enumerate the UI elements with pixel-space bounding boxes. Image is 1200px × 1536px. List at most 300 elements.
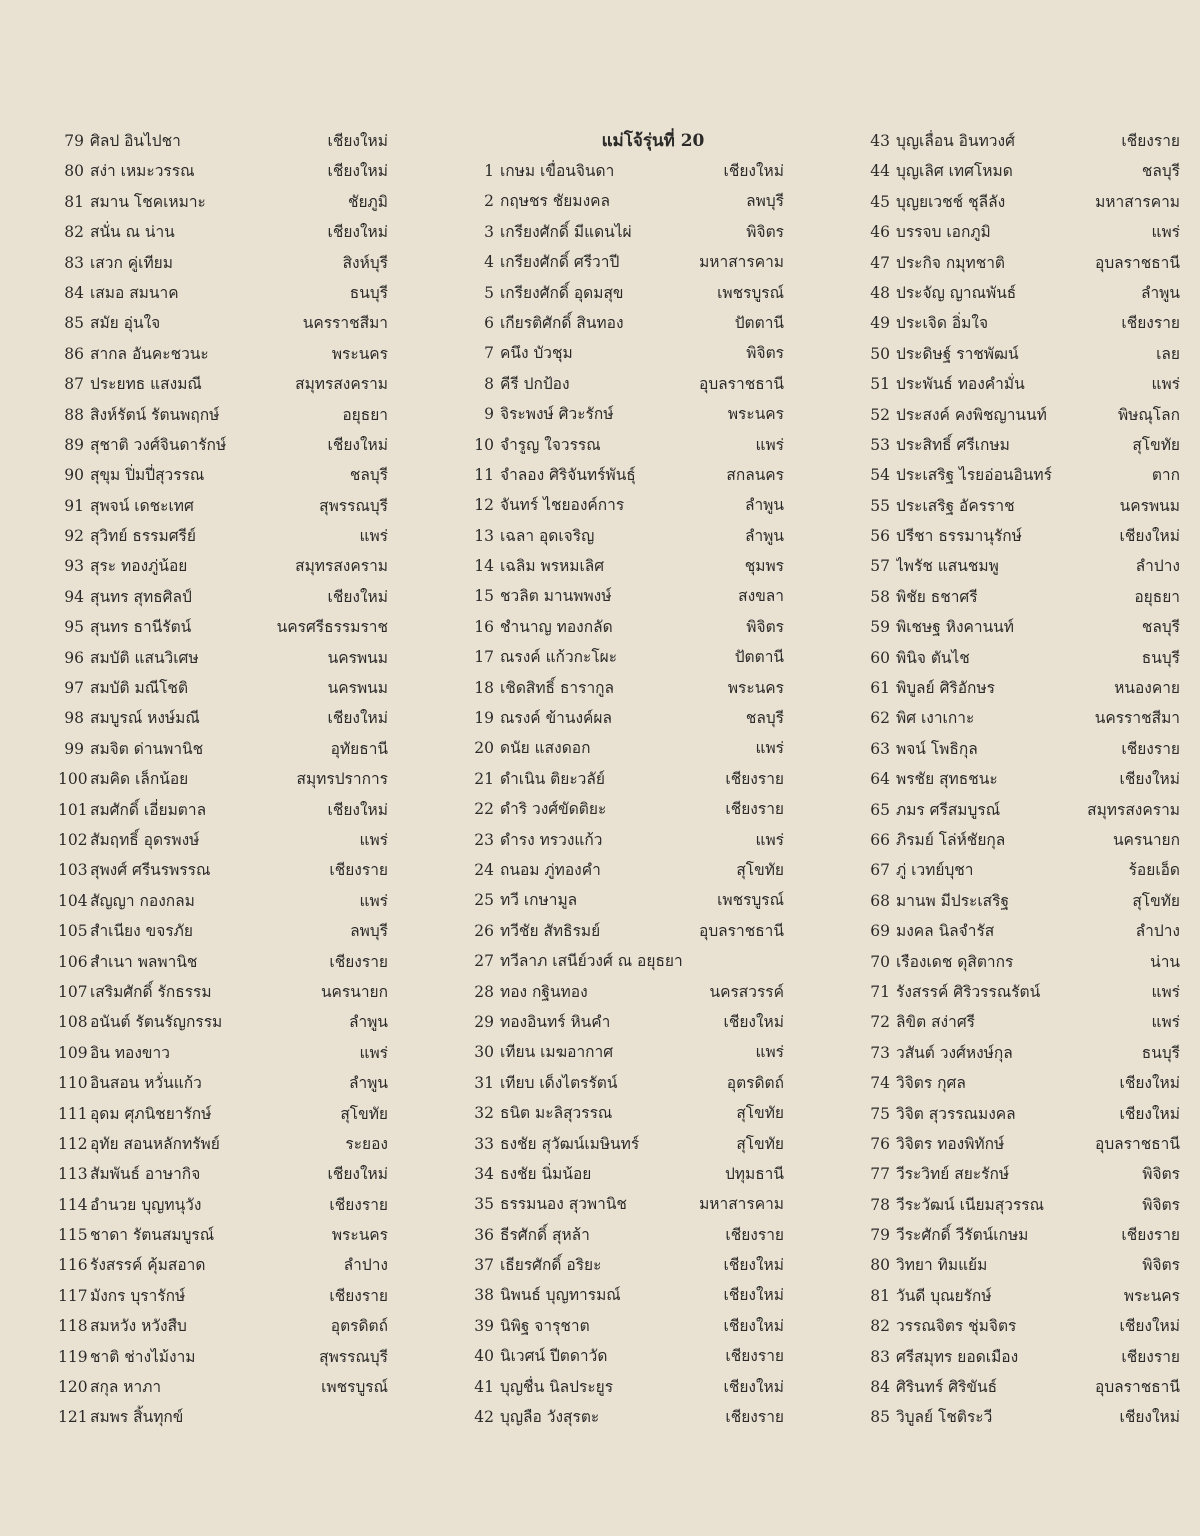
list-item [858, 551, 1180, 581]
entry-number: 19 [474, 709, 494, 728]
entry-province: เชียงราย [725, 1347, 784, 1366]
entry-number: 97 [64, 679, 84, 698]
list-item [462, 521, 784, 551]
list-item [58, 612, 388, 642]
list-item [462, 460, 784, 490]
entry-name: ประยทธ แสงมณี [90, 375, 202, 394]
entry-number: 32 [474, 1104, 494, 1123]
list-item [58, 1220, 388, 1250]
list-item [462, 1341, 784, 1371]
entry-number: 26 [474, 921, 494, 940]
entry-province: ชลบุรี [745, 709, 784, 728]
entry-province: ลำปาง [1135, 922, 1180, 941]
entry-number: 6 [484, 313, 494, 332]
list-item [462, 764, 784, 794]
entry-name: มานพ มีประเสริฐ [896, 891, 1010, 910]
entry-province: เชียงใหม่ [723, 1377, 784, 1396]
entry-name: ดนัย แสงดอก [500, 739, 591, 758]
list-item [462, 278, 784, 308]
entry-province: สมุทรสงคราม [1087, 800, 1180, 819]
entry-province: อุบลราชธานี [1095, 1134, 1180, 1153]
entry-number: 44 [870, 162, 890, 181]
entry-province: สุโขทัย [736, 1104, 784, 1123]
entry-name: ศรีสมุทร ยอดเมือง [896, 1347, 1019, 1366]
entry-name: วสันต์ วงศ์หงษ์กุล [896, 1043, 1013, 1062]
entry-number: 90 [64, 466, 84, 485]
entry-number: 83 [64, 253, 84, 272]
list-item [858, 400, 1180, 430]
entry-number: 80 [64, 162, 84, 181]
entry-province: สกลนคร [726, 465, 784, 484]
list-item [858, 187, 1180, 217]
entry-number: 59 [870, 618, 890, 637]
entry-name: ประพันธ์ ทองคำมั่น [896, 375, 1025, 394]
entry-name: ทวีลาภ เสนีย์วงศ์ ณ อยุธยา [500, 952, 683, 971]
list-item [58, 430, 388, 460]
list-item [858, 1190, 1180, 1220]
list-item [462, 946, 784, 976]
entry-name: นิพนธ์ บุญทารมณ์ [500, 1286, 621, 1305]
entry-province: อุบลราชธานี [1095, 1378, 1180, 1397]
entry-name: ประเสริฐ อัครราช [896, 496, 1015, 515]
entry-name: ศิรินทร์ ศิริขันธ์ [896, 1378, 998, 1397]
entry-name: ดำริ วงศ์ขัดติยะ [500, 800, 607, 819]
list-item [58, 886, 388, 916]
entry-province: เชียงราย [1121, 1226, 1180, 1245]
entry-name: วิจิตร กุศล [896, 1074, 966, 1093]
entry-province: หนองคาย [1114, 679, 1180, 698]
entry-number: 104 [58, 891, 88, 910]
entry-province: อุบลราชธานี [1095, 253, 1180, 272]
list-item [58, 308, 388, 338]
entry-province: เชียงใหม่ [327, 435, 388, 454]
list-item [462, 156, 784, 186]
entry-name: เกรียงศักดิ์ ศรีวาปี [500, 253, 620, 272]
entry-province: แพร่ [755, 739, 784, 758]
list-item [858, 825, 1180, 855]
entry-name: ไพรัช แสนชมพู [896, 557, 999, 576]
entry-name: ชวลิต มานพพงษ์ [500, 587, 612, 606]
entry-name: คีรี ปกป้อง [500, 374, 570, 393]
entry-number: 11 [474, 465, 494, 484]
entry-name: เกรียงศักดิ์ มีแดนไผ่ [500, 222, 632, 241]
entry-name: สกุล หาภา [90, 1378, 162, 1397]
entry-number: 63 [870, 739, 890, 758]
entry-number: 29 [474, 1012, 494, 1031]
list-item [462, 551, 784, 581]
entry-name: เธียรศักดิ์ อริยะ [500, 1256, 602, 1275]
list-item [462, 1220, 784, 1250]
entry-number: 34 [474, 1164, 494, 1183]
list-item [58, 400, 388, 430]
entry-province: ลพบุรี [746, 192, 784, 211]
list-item [58, 916, 388, 946]
list-item [462, 733, 784, 763]
entry-number: 51 [870, 375, 890, 394]
entry-name: ทวี เกษามูล [500, 891, 578, 910]
entry-province: ลำปาง [343, 1256, 388, 1275]
entry-number: 69 [870, 922, 890, 941]
entry-province: แพร่ [1151, 375, 1180, 394]
entry-province: ตาก [1151, 466, 1180, 485]
list-item [858, 1038, 1180, 1068]
entry-number: 72 [870, 1013, 890, 1032]
entry-number: 42 [474, 1408, 494, 1427]
list-item [462, 1037, 784, 1067]
entry-name: ประสิทธิ์ ศรีเกษม [896, 435, 1010, 454]
entry-province: พิจิตร [1142, 1195, 1180, 1214]
entry-number: 22 [474, 800, 494, 819]
entry-number: 120 [58, 1378, 88, 1397]
entry-name: เรืองเดช ดุสิตากร [896, 952, 1014, 971]
list-item [858, 278, 1180, 308]
list-item [462, 612, 784, 642]
entry-name: รังสรรค์ ศิริวรรณรัตน์ [896, 982, 1041, 1001]
entry-name: อุทัย สอนหลักทรัพย์ [90, 1134, 220, 1153]
list-item [58, 187, 388, 217]
entry-number: 108 [58, 1013, 88, 1032]
entry-name: ณรงค์ ข้านงค์ผล [500, 709, 612, 728]
entry-name: เกรียงศักดิ์ อุดมสุข [500, 283, 624, 302]
entry-name: มงคล นิลจำรัส [896, 922, 995, 941]
entry-name: วีระศักดิ์ วีรัตน์เกษม [896, 1226, 1029, 1245]
entry-province: นครสวรรค์ [709, 982, 784, 1001]
entry-number: 53 [870, 435, 890, 454]
entry-number: 86 [64, 344, 84, 363]
list-item [58, 825, 388, 855]
entry-province: เชียงใหม่ [327, 709, 388, 728]
entry-province: มหาสารคาม [1095, 192, 1180, 211]
entry-number: 8 [484, 374, 494, 393]
entry-number: 81 [64, 192, 84, 211]
entry-province: ธนบุรี [349, 283, 388, 302]
list-item [462, 1098, 784, 1128]
entry-number: 110 [58, 1074, 88, 1093]
entry-name: บุญเลิศ เทศโหมด [896, 162, 1013, 181]
list-item [858, 947, 1180, 977]
entry-name: เกษม เขื่อนจินดา [500, 162, 615, 180]
entry-name: วีระวัฒน์ เนียมสุวรรณ [896, 1195, 1044, 1214]
list-item [58, 126, 388, 156]
entry-province: สมุทรสงคราม [295, 375, 388, 394]
entry-number: 75 [870, 1104, 890, 1123]
entry-name: สุพงศ์ ศรีนรพรรณ [90, 861, 211, 880]
entry-number: 28 [474, 982, 494, 1001]
entry-number: 103 [58, 861, 88, 880]
entry-province: เชียงใหม่ [327, 223, 388, 242]
entry-name: พจน์ โพธิกุล [896, 739, 978, 758]
entry-province: สิงห์บุรี [342, 253, 388, 272]
entry-number: 84 [64, 283, 84, 302]
entry-province: พิจิตร [746, 617, 784, 636]
list-item [858, 643, 1180, 673]
list-item [462, 825, 784, 855]
entry-name: รังสรรค์ คุ้มสอาด [90, 1256, 206, 1275]
entry-name: บุญเลื่อน อินทวงศ์ [896, 132, 1015, 150]
entry-number: 95 [64, 618, 84, 637]
entry-number: 62 [870, 709, 890, 728]
entry-name: ภมร ศรีสมบูรณ์ [896, 800, 1001, 819]
entry-province: เพชรบูรณ์ [717, 283, 784, 302]
entry-name: ภู่ เวทย์บุชา [896, 861, 974, 880]
entry-province: ชลบุรี [1141, 162, 1180, 181]
entry-name: จำลอง ศิริจันทร์พันธุ์ [500, 465, 636, 484]
list-item [58, 795, 388, 825]
entry-name: อำนวย บุญทนุวัง [90, 1195, 202, 1214]
entry-number: 56 [870, 527, 890, 546]
entry-province: ปัตตานี [734, 313, 784, 332]
entry-number: 5 [484, 283, 494, 302]
entry-number: 113 [58, 1165, 88, 1184]
entry-province: สุโขทัย [736, 1134, 784, 1153]
entry-name: พรชัย สุทธชนะ [896, 770, 998, 789]
entry-name: วิจิตร ทองพิทักษ์ [896, 1134, 1005, 1153]
entry-province: เชียงใหม่ [1119, 1408, 1180, 1427]
entry-number: 57 [870, 557, 890, 576]
list-item [858, 430, 1180, 460]
entry-number: 74 [870, 1074, 890, 1093]
entry-province: เชียงใหม่ [1119, 527, 1180, 546]
entry-province: พิจิตร [746, 344, 784, 363]
entry-province: อุบลราชธานี [699, 374, 784, 393]
entry-name: บุญชื่น นิลประยูร [500, 1377, 614, 1396]
list-item [58, 491, 388, 521]
list-item [858, 339, 1180, 369]
entry-province: เชียงราย [329, 861, 388, 880]
list-item [858, 248, 1180, 278]
list-item [462, 916, 784, 946]
entry-name: เฉลิม พรหมเลิศ [500, 557, 605, 576]
entry-province: เชียงใหม่ [1119, 1317, 1180, 1336]
list-item [858, 886, 1180, 916]
entry-number: 60 [870, 648, 890, 667]
list-item [858, 126, 1180, 156]
entry-name: บุญลือ วังสุรตะ [500, 1408, 600, 1427]
entry-number: 85 [870, 1408, 890, 1427]
list-item [58, 1068, 388, 1098]
entry-province: พิษณุโลก [1117, 405, 1180, 424]
entry-number: 7 [484, 344, 494, 363]
list-item [462, 703, 784, 733]
entry-province: อุตรดิตถ์ [330, 1317, 388, 1336]
entry-number: 68 [870, 891, 890, 910]
entry-name: คนึง บัวชุม [500, 344, 573, 363]
entry-number: 30 [474, 1043, 494, 1062]
entry-province: พิจิตร [746, 222, 784, 241]
entry-name: ทองอินทร์ หินคำ [500, 1012, 611, 1031]
entry-province: ลำพูน [744, 526, 784, 545]
entry-number: 4 [484, 253, 494, 272]
entry-name: สมาน โชคเหมาะ [90, 192, 206, 211]
entry-province: นครพนม [327, 679, 388, 698]
list-item [858, 1220, 1180, 1250]
entry-name: สนั่น ณ น่าน [90, 223, 175, 242]
entry-name: เสวก คู่เทียม [90, 253, 173, 272]
entry-number: 77 [870, 1165, 890, 1184]
entry-name: จันทร์ ไชยองค์การ [500, 496, 625, 515]
entry-name: มังกร บุรารักษ์ [90, 1286, 186, 1305]
list-item [58, 460, 388, 490]
entry-name: จิระพงษ์ ศิวะรักษ์ [500, 405, 614, 424]
entry-number: 40 [474, 1347, 494, 1366]
entry-province: สุพรรณบุรี [319, 496, 388, 515]
entry-name: ประเสริฐ ไรยอ่อนอินทร์ [896, 466, 1052, 485]
entry-name: สมบัติ แสนวิเศษ [90, 648, 199, 667]
list-item [858, 795, 1180, 825]
list-item [462, 1250, 784, 1280]
entry-number: 92 [64, 527, 84, 546]
entry-number: 98 [64, 709, 84, 728]
list-item [858, 308, 1180, 338]
list-item [58, 1099, 388, 1129]
list-item [58, 369, 388, 399]
entry-number: 37 [474, 1256, 494, 1275]
entry-number: 35 [474, 1195, 494, 1214]
entry-name: วิทยา ทิมแย้ม [896, 1256, 988, 1275]
entry-name: สำเนา พลพานิช [90, 952, 198, 971]
entry-number: 17 [474, 648, 494, 667]
column-right [858, 126, 1180, 1433]
entry-province: ปัตตานี [734, 648, 784, 667]
list-item [858, 1099, 1180, 1129]
entry-name: พิศ เงาเกาะ [896, 709, 975, 728]
entry-province: นครนายก [320, 982, 388, 1001]
list-item [462, 1280, 784, 1310]
entry-name: ศิลป อินไปชา [90, 132, 181, 150]
entry-name: สมศักดิ์ เอี่ยมตาล [90, 800, 207, 819]
list-item [462, 581, 784, 611]
list-item [462, 399, 784, 429]
entry-name: อุดม ศุภนิชยารักษ์ [90, 1104, 212, 1123]
entry-province: ลำพูน [744, 496, 784, 515]
list-item [58, 339, 388, 369]
entry-name: เชิดสิทธิ์ ธารากูล [500, 678, 615, 697]
list-item [58, 1038, 388, 1068]
entry-name: สมจิต ด่านพานิช [90, 739, 204, 758]
list-item [58, 643, 388, 673]
entry-name: ณรงค์ แก้วกะโผะ [500, 648, 618, 667]
list-item [58, 734, 388, 764]
entry-name: วิบูลย์ โชติระวี [896, 1408, 993, 1427]
entry-province: ลพบุรี [350, 922, 388, 941]
entry-province: สุโขทัย [736, 860, 784, 879]
entry-number: 111 [58, 1104, 88, 1123]
list-item [462, 1159, 784, 1189]
entry-province: อยุธยา [342, 405, 388, 424]
entry-number: 119 [58, 1347, 88, 1366]
list-item [58, 521, 388, 551]
entry-province: สมุทรปราการ [296, 770, 388, 789]
entry-province: เชียงใหม่ [327, 800, 388, 819]
entry-name: ธนิต มะลิสุวรรณ [500, 1104, 613, 1123]
list-item [858, 1402, 1180, 1432]
entry-number: 20 [474, 739, 494, 758]
entry-number: 16 [474, 617, 494, 636]
entry-name: สัมฤทธิ์ อุดรพงษ์ [90, 830, 200, 849]
entry-name: เฉลา อุดเจริญ [500, 526, 595, 545]
list-item [462, 1007, 784, 1037]
entry-province: นครพนม [327, 648, 388, 667]
list-item [58, 1281, 388, 1311]
list-item [58, 248, 388, 278]
entry-province: เชียงใหม่ [327, 1165, 388, 1184]
entry-name: สากล อันคะชวนะ [90, 344, 209, 363]
entry-number: 45 [870, 192, 890, 211]
entry-province: แพร่ [359, 830, 388, 849]
entry-name: นิพิฐ จารุชาต [500, 1316, 590, 1335]
entry-number: 79 [870, 1226, 890, 1245]
entry-province: ชลบุรี [1141, 618, 1180, 637]
entry-province: สุโขทัย [1132, 435, 1180, 454]
list-item [858, 521, 1180, 551]
list-item [858, 1007, 1180, 1037]
entry-name: พิบูลย์ ศิริอักษร [896, 679, 995, 698]
entry-province: แพร่ [1151, 1013, 1180, 1032]
entry-name: สุขุม ปิ่มปี่สุวรรณ [90, 466, 205, 485]
list-item [858, 491, 1180, 521]
list-item [58, 1250, 388, 1280]
entry-province: เชียงใหม่ [327, 162, 388, 181]
list-item [58, 1372, 388, 1402]
list-item [462, 430, 784, 460]
entry-number: 88 [64, 405, 84, 424]
entry-province: เชียงราย [725, 1225, 784, 1244]
list-item [58, 1311, 388, 1341]
list-item [58, 1159, 388, 1189]
list-item [462, 369, 784, 399]
list-item [58, 673, 388, 703]
list-item [858, 1068, 1180, 1098]
list-item [858, 916, 1180, 946]
entry-number: 64 [870, 770, 890, 789]
entry-province: สมุทรสงคราม [295, 557, 388, 576]
entry-number: 121 [58, 1408, 88, 1427]
entry-name: ธงชัย สุวัฒน์เมษินทร์ [500, 1134, 640, 1153]
entry-province: เชียงราย [329, 1286, 388, 1305]
entry-province: ชลบุรี [349, 466, 388, 485]
entry-province: ลำพูน [348, 1074, 388, 1093]
entry-number: 82 [64, 223, 84, 242]
entry-number: 114 [58, 1195, 88, 1214]
entry-number: 76 [870, 1134, 890, 1153]
entry-province: นครราชสีมา [1094, 709, 1180, 728]
entry-number: 38 [474, 1286, 494, 1305]
entry-province: เชียงใหม่ [723, 1316, 784, 1335]
list-item [462, 977, 784, 1007]
entry-name: ธงชัย นิ่มน้อย [500, 1164, 592, 1183]
entry-name: ประดิษฐ์ ราชพัฒน์ [896, 344, 1019, 363]
entry-number: 84 [870, 1378, 890, 1397]
entry-province: เชียงราย [1121, 739, 1180, 758]
entry-province: ชัยภูมิ [347, 192, 388, 211]
entry-province: แพร่ [755, 1043, 784, 1062]
list-item [858, 703, 1180, 733]
entry-number: 46 [870, 223, 890, 242]
entry-number: 15 [474, 587, 494, 606]
list-item [462, 673, 784, 703]
list-item [462, 1372, 784, 1402]
list-item [462, 855, 784, 885]
entry-province: พระนคร [331, 344, 388, 363]
list-item [58, 278, 388, 308]
list-item [462, 217, 784, 247]
entry-name: ดำรง ทรวงแก้ว [500, 830, 603, 849]
list-item [58, 703, 388, 733]
entry-name: วีระวิทย์ สยะรักษ์ [896, 1165, 1010, 1184]
list-item [58, 551, 388, 581]
list-item [58, 1129, 388, 1159]
entry-province: เชียงราย [725, 1408, 784, 1427]
